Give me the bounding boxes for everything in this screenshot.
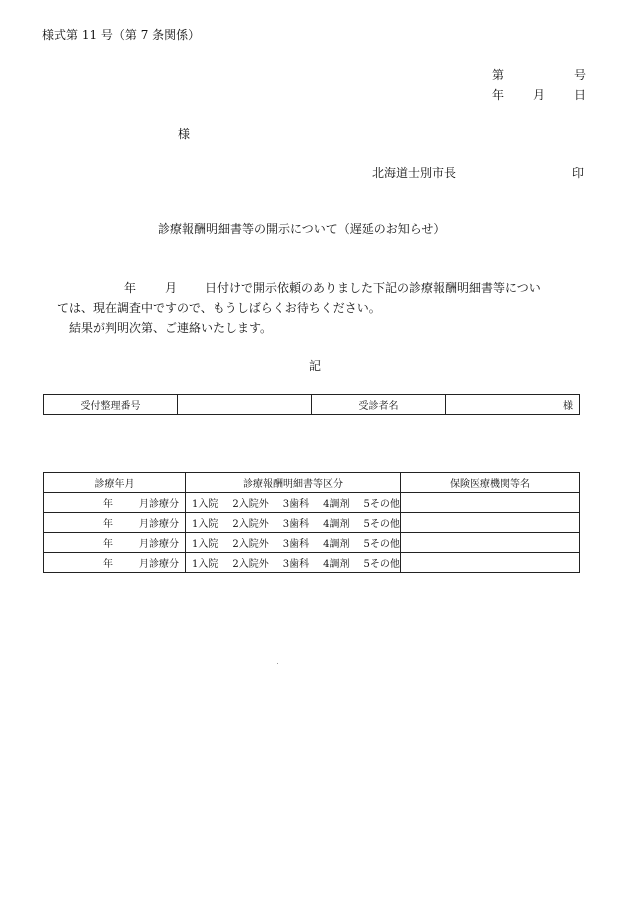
detail-table [43, 472, 580, 573]
institution-cell[interactable] [401, 513, 580, 533]
body-date-year: 年 [124, 281, 137, 295]
doc-no-dai: 第 [492, 68, 505, 82]
patient-name-label: 受診者名 [312, 395, 446, 415]
table-row [44, 553, 580, 573]
receipt-number-label: 受付整理番号 [44, 395, 178, 415]
stray-dot [277, 663, 278, 664]
document-title: 診療報酬明細書等の開示について（遅延のお知らせ） [158, 222, 446, 236]
body-line2: ては、現在調査中ですので、もうしばらくお待ちください。 [57, 301, 381, 315]
table-row [44, 493, 580, 513]
table-row [44, 533, 580, 553]
body-line3: 結果が判明次第、ご連絡いたします。 [69, 321, 273, 335]
ki-heading: 記 [309, 359, 322, 373]
detail-header-row [44, 473, 580, 493]
reception-table [43, 394, 580, 415]
sender-name: 北海道士別市長 [372, 166, 457, 180]
table-row [44, 513, 580, 533]
institution-cell[interactable] [401, 533, 580, 553]
header-shinryo-nengetsu: 診療年月 [44, 473, 186, 493]
month-cell[interactable]: 年 月診療分 [44, 513, 186, 533]
receipt-number-field[interactable] [178, 395, 312, 415]
body-date-month: 月 [165, 281, 178, 295]
body-line1: 日付けで開示依頼のありました下記の診療報酬明細書等につい [205, 281, 541, 295]
patient-name-field[interactable] [446, 395, 580, 415]
addressee-sama: 様 [178, 127, 191, 141]
date-day: 日 [574, 88, 587, 102]
patient-sama: 様 [563, 401, 573, 412]
header-kubun: 診療報酬明細書等区分 [186, 473, 401, 493]
institution-cell[interactable] [401, 553, 580, 573]
category-cell[interactable]: 1入院 2入院外 3歯科 4調剤 5その他 [186, 533, 401, 553]
institution-cell[interactable] [401, 493, 580, 513]
date-year: 年 [492, 88, 505, 102]
month-cell[interactable]: 年 月診療分 [44, 553, 186, 573]
header-institution: 保険医療機関等名 [401, 473, 580, 493]
month-cell[interactable]: 年 月診療分 [44, 493, 186, 513]
date-month: 月 [533, 88, 546, 102]
month-cell[interactable]: 年 月診療分 [44, 533, 186, 553]
form-number: 様式第 11 号（第 7 条関係） [42, 28, 201, 42]
category-cell[interactable]: 1入院 2入院外 3歯科 4調剤 5その他 [186, 513, 401, 533]
doc-no-go: 号 [574, 68, 587, 82]
seal-mark: 印 [572, 166, 585, 180]
category-cell[interactable]: 1入院 2入院外 3歯科 4調剤 5その他 [186, 553, 401, 573]
category-cell[interactable]: 1入院 2入院外 3歯科 4調剤 5その他 [186, 493, 401, 513]
